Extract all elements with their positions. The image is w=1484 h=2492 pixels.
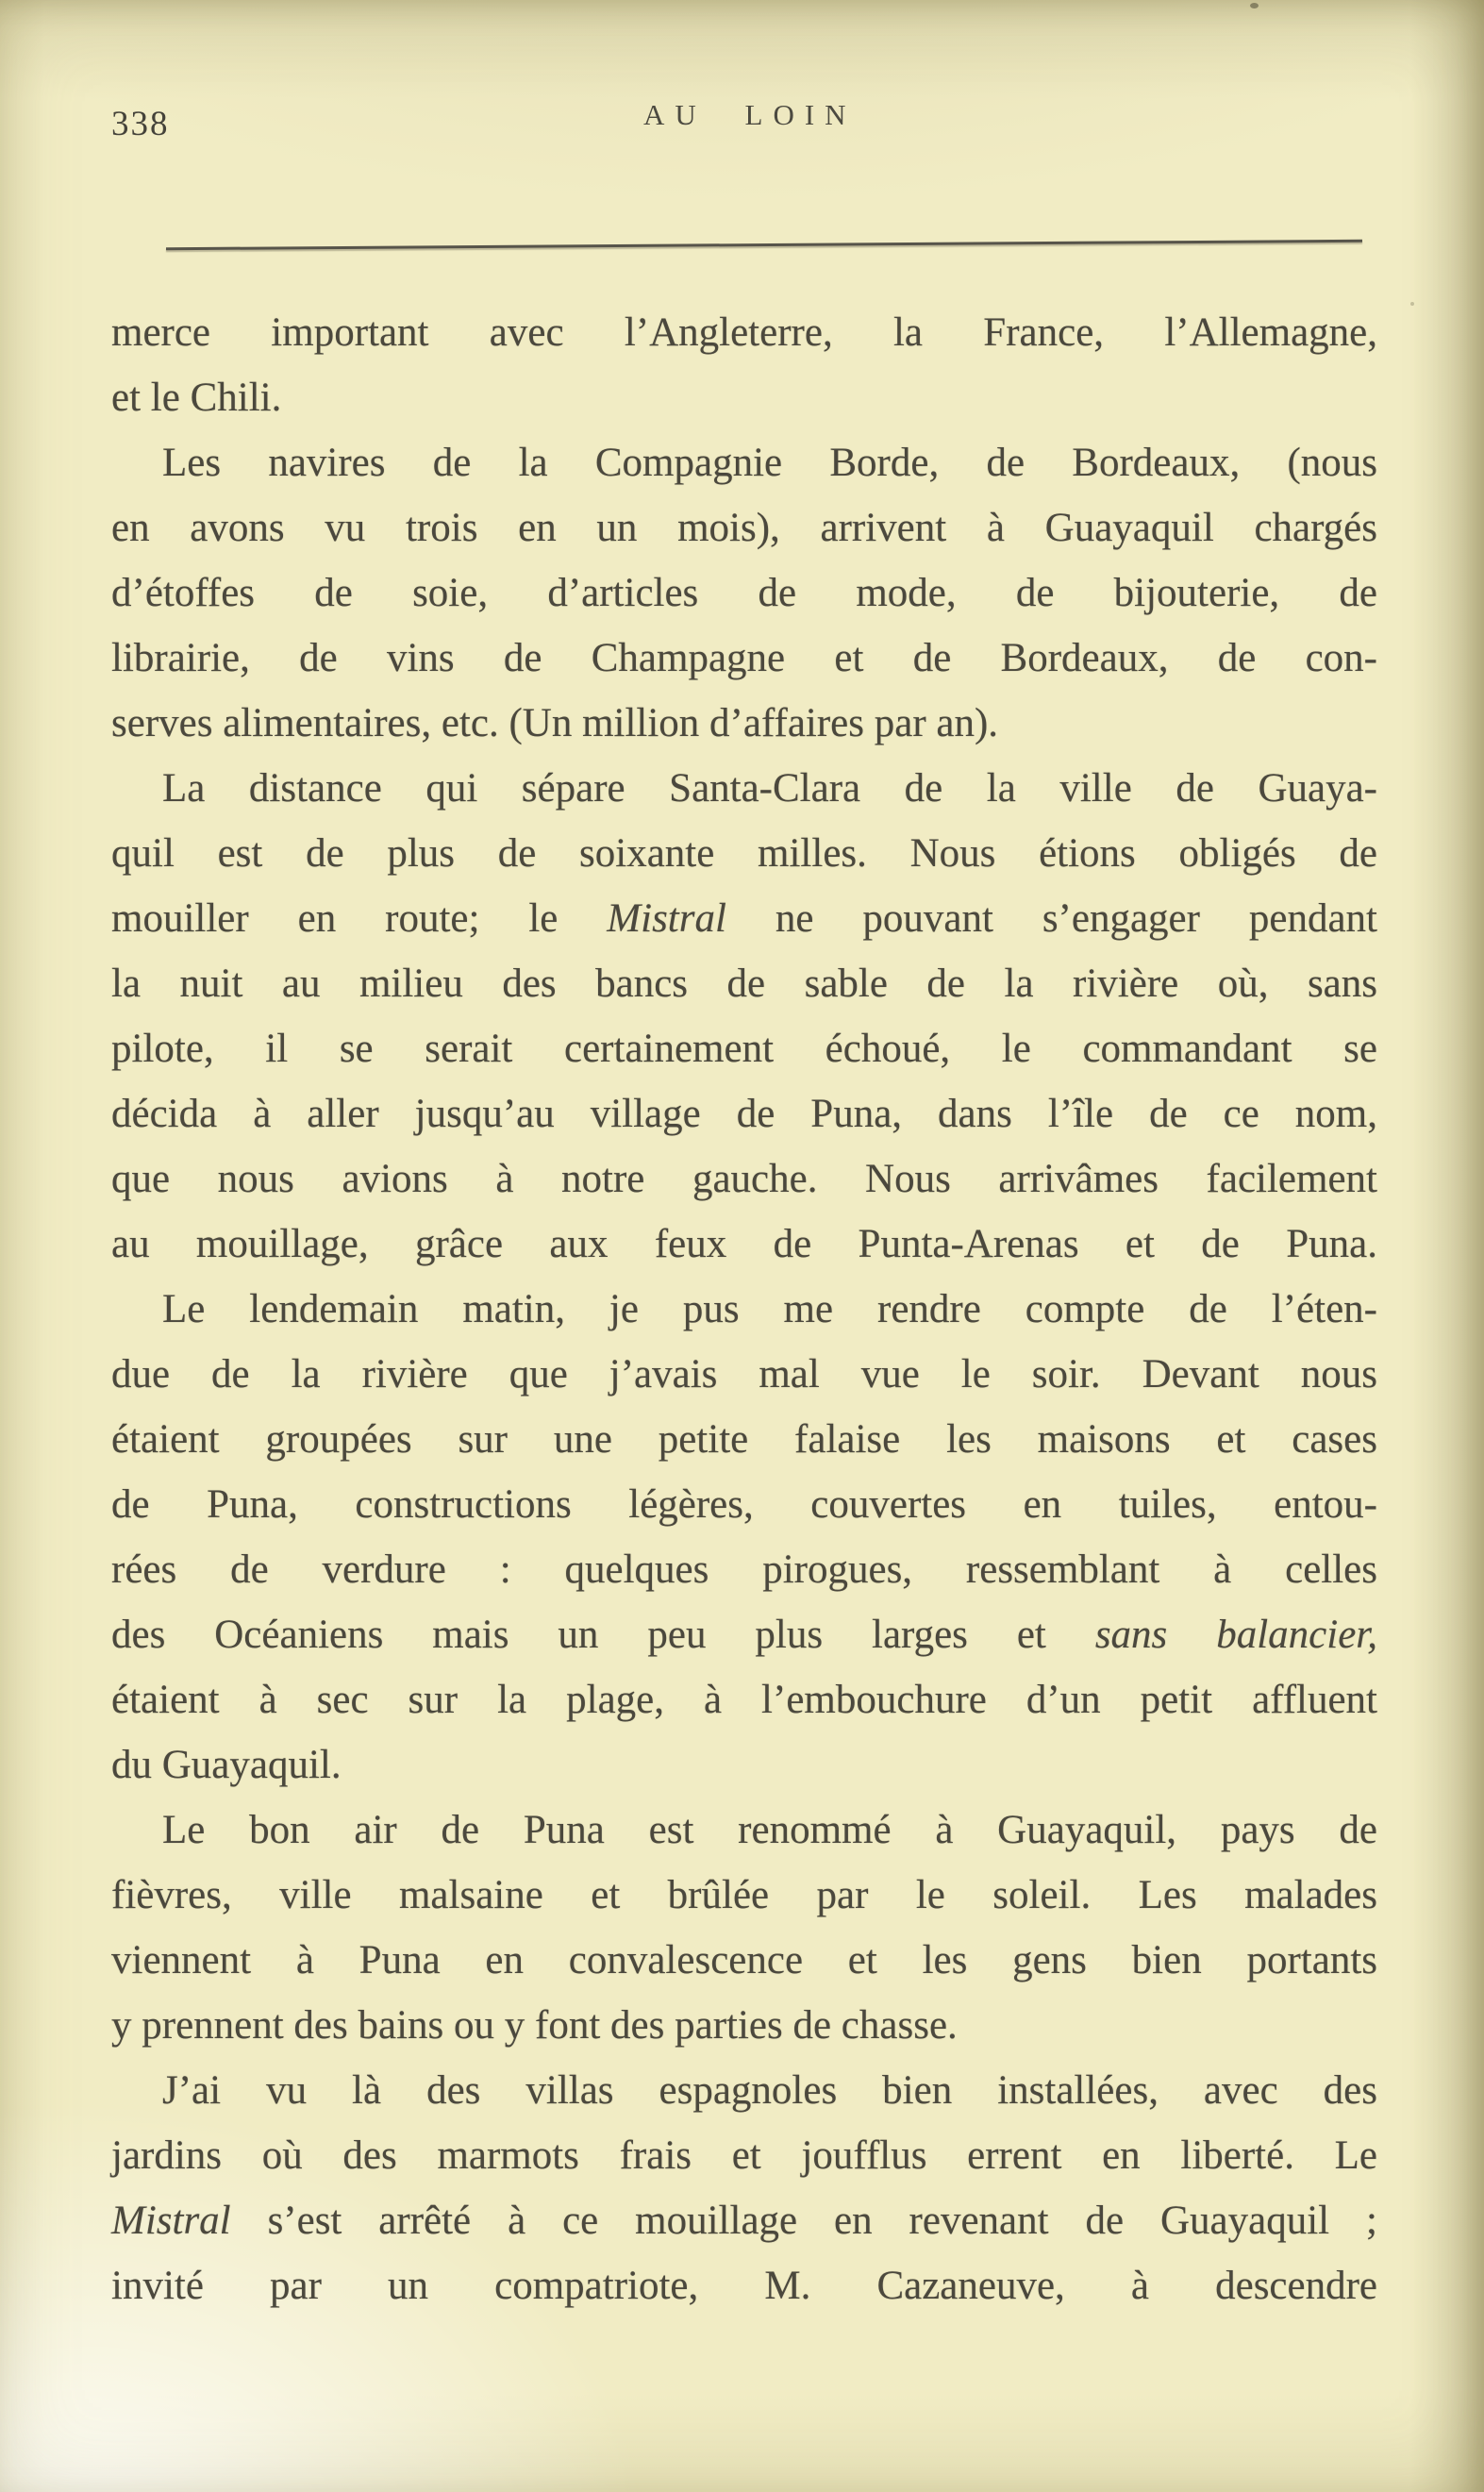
text-block <box>111 300 1377 2318</box>
text-segment: Le bon air de Puna est renommé à Guayaquil, pays de <box>162 1808 1377 1852</box>
text-segment: la nuit au milieu des bancs de sable de la rivière où, sans <box>111 962 1377 1006</box>
text-segment: que nous avions à notre gauche. Nous arrivâmes facilement <box>111 1157 1377 1201</box>
text-line <box>111 2188 1377 2253</box>
text-line <box>111 1993 1377 2058</box>
page-header <box>111 98 1376 145</box>
text-line <box>111 1016 1377 1081</box>
text-line <box>111 495 1377 560</box>
text-segment: s’est arrêté à ce mouillage en revenant de Guayaquil ; <box>230 2199 1377 2243</box>
page-number: 338 <box>111 105 170 143</box>
text-line <box>111 1212 1377 1277</box>
text-segment: librairie, de vins de Champagne et de Bordeaux, de con- <box>111 636 1377 680</box>
text-segment: y prennent des bains ou y font des parties de chasse. <box>111 2003 958 2048</box>
text-line <box>111 626 1377 691</box>
paragraph <box>111 430 1377 756</box>
text-segment: du Guayaquil. <box>111 1743 342 1787</box>
text-segment: étaient à sec sur la plage, à l’embouchure d’un petit affluent <box>111 1678 1377 1722</box>
paper-speck <box>1250 3 1259 8</box>
paragraph <box>111 300 1377 430</box>
text-line <box>111 691 1377 756</box>
text-segment: en avons vu trois en un mois), arrivent à Guayaquil chargés <box>111 506 1377 550</box>
text-segment: et le Chili. <box>111 376 282 420</box>
text-segment: La distance qui sépare Santa-Clara de la ville de Guaya- <box>162 766 1377 811</box>
text-line <box>111 1863 1377 1928</box>
text-line <box>111 821 1377 886</box>
text-segment: ne pouvant s’engager pendant <box>725 896 1377 941</box>
text-segment: viennent à Puna en convalescence et les gens bien portants <box>111 1938 1377 1982</box>
paragraph <box>111 756 1377 1277</box>
text-segment: des Océaniens mais un peu plus larges et <box>111 1613 1095 1657</box>
text-line <box>111 1146 1377 1212</box>
text-line <box>111 1081 1377 1146</box>
text-line <box>111 1798 1377 1863</box>
header-rule <box>166 240 1362 250</box>
text-segment: due de la rivière que j’avais mal vue le soir. Devant nous <box>111 1352 1377 1397</box>
text-line <box>111 300 1377 365</box>
text-line <box>111 951 1377 1016</box>
text-segment: étaient groupées sur une petite falaise les maisons et cases <box>111 1417 1377 1462</box>
text-segment: décida à aller jusqu’au village de Puna, dans l’île de ce nom, <box>111 1092 1377 1136</box>
text-line <box>111 1928 1377 1993</box>
text-segment: mouiller en route; le <box>111 896 608 941</box>
text-segment: de Puna, constructions légères, couvertes en tuiles, entou- <box>111 1482 1377 1527</box>
text-line <box>111 560 1377 626</box>
text-segment: Le lendemain matin, je pus me rendre compte de l’éten- <box>162 1287 1377 1331</box>
text-segment: rées de verdure : quelques pirogues, ressemblant à celles <box>111 1547 1377 1592</box>
italic-text: Mistral <box>607 896 726 941</box>
paper-speck <box>1410 302 1414 306</box>
text-segment: J’ai vu là des villas espagnoles bien installées, avec des <box>162 2068 1377 2113</box>
text-segment: merce important avec l’Angleterre, la France, l’Allemagne, <box>111 310 1377 355</box>
text-line <box>111 2253 1377 2318</box>
text-line <box>111 886 1377 951</box>
text-line <box>111 1602 1377 1667</box>
text-segment: Les navires de la Compagnie Borde, de Bordeaux, (nous <box>162 441 1377 485</box>
text-line <box>111 1667 1377 1732</box>
text-line <box>111 1472 1377 1537</box>
text-line <box>111 1407 1377 1472</box>
paragraph <box>111 1798 1377 2058</box>
text-line <box>111 2123 1377 2188</box>
text-segment: d’étoffes de soie, d’articles de mode, de bijouterie, de <box>111 571 1377 615</box>
text-line <box>111 756 1377 821</box>
text-line <box>111 1537 1377 1602</box>
text-segment: invité par un compatriote, M. Cazaneuve, à descendre <box>111 2264 1377 2308</box>
italic-text: Mistral <box>111 2199 231 2243</box>
text-segment: fièvres, ville malsaine et brûlée par le soleil. Les malades <box>111 1873 1377 1917</box>
text-line <box>111 1732 1377 1798</box>
italic-text: sans balancier, <box>1094 1613 1377 1657</box>
text-line <box>111 2058 1377 2123</box>
text-segment: serves alimentaires, etc. (Un million d’affaires par an). <box>111 701 999 745</box>
text-segment: pilote, il se serait certainement échoué, le commandant se <box>111 1027 1377 1071</box>
text-segment: quil est de plus de soixante milles. Nous étions obligés de <box>111 831 1377 876</box>
text-line <box>111 1277 1377 1342</box>
text-line <box>111 430 1377 495</box>
text-segment: au mouillage, grâce aux feux de Punta-Arenas et de Puna. <box>111 1222 1377 1266</box>
running-title: AU LOIN <box>642 98 857 131</box>
paragraph <box>111 1277 1377 1798</box>
text-line <box>111 1342 1377 1407</box>
text-line <box>111 365 1377 430</box>
paragraph <box>111 2058 1377 2318</box>
text-segment: jardins où des marmots frais et joufflus errent en liberté. Le <box>111 2133 1377 2178</box>
